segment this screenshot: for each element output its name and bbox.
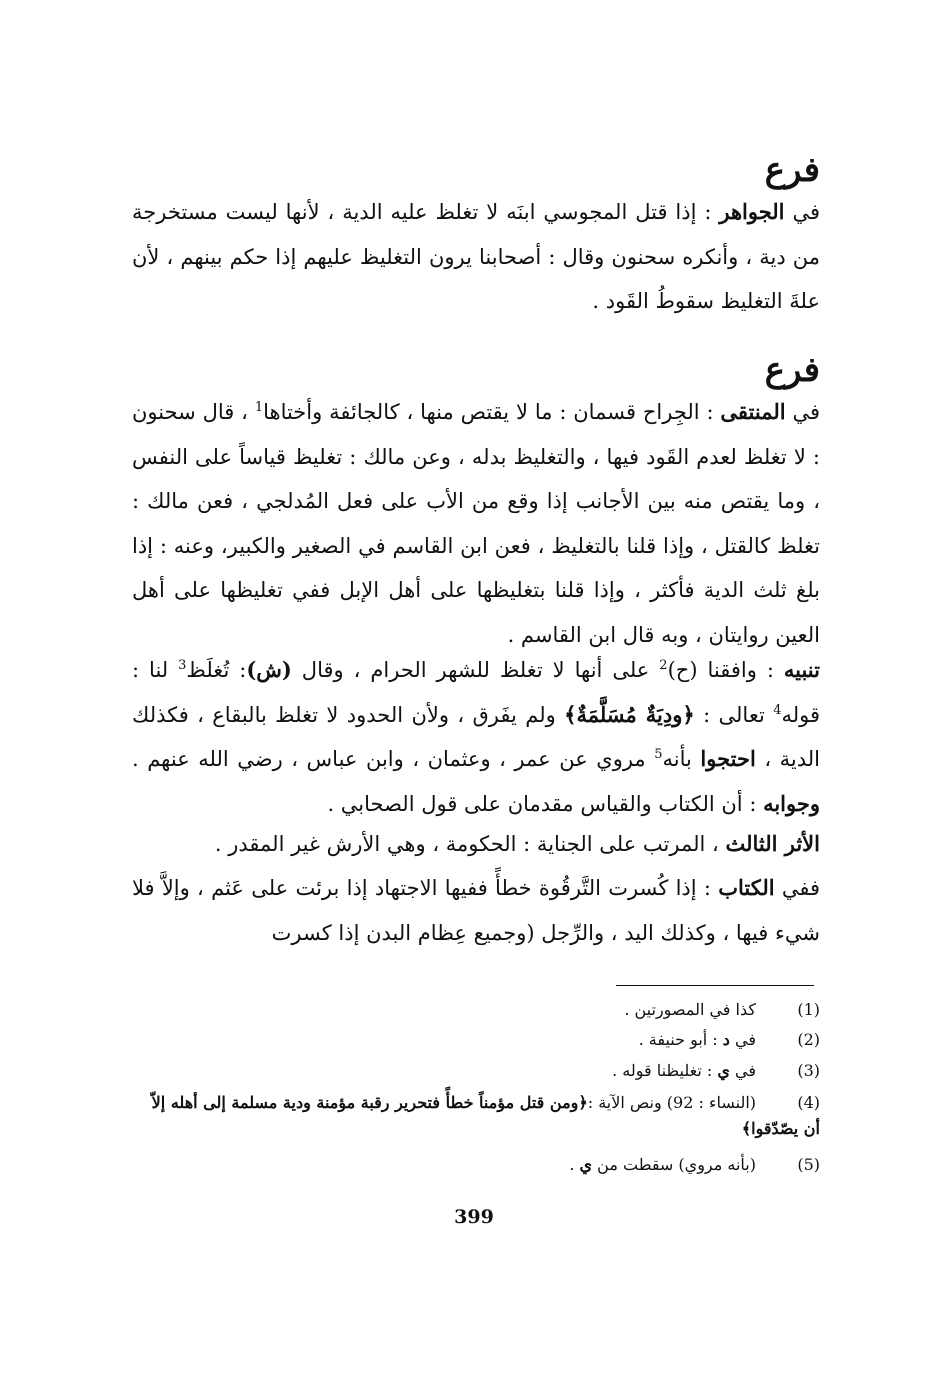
footnote-text: (بأنه مروي) سقطت من — [592, 1155, 756, 1174]
footnote-text: . — [569, 1155, 580, 1174]
page-number: 399 — [454, 1206, 494, 1228]
footnote-divider — [616, 985, 814, 986]
footnote-2 — [132, 1027, 820, 1053]
footnote-number: (2) — [797, 1030, 820, 1049]
footnote-text: في — [729, 1030, 756, 1049]
footnote-text: في — [729, 1061, 756, 1080]
abbrev-shafii: (ش) — [246, 657, 292, 682]
text-run: في — [785, 400, 820, 424]
footnote-text: (النساء : 92) ونص الآية : — [587, 1093, 756, 1112]
source-name-muntaqa: المنتقى — [720, 399, 786, 424]
footnote-ref-4: 4 — [773, 702, 782, 718]
text-run: في — [784, 200, 820, 224]
manuscript-siglum: ي — [579, 1155, 593, 1174]
text-run: : وافقنا (ح) — [667, 658, 784, 682]
text-run: لنا : قوله — [132, 658, 821, 727]
footnote-ref-1: 1 — [254, 400, 264, 415]
text-run: : تُغلَظ — [186, 658, 247, 682]
text-run: ، قال سحنون : لا تغلظ لعدم القَود فيها ، والتغليظ بدله ، وعن مالك : تغليظ قياساً على النفس ، وما يقتص منه بين الأجانب إذا وقع من الأب على فعل المُدلجي ، فعن مالك : تغلظ كالقتل ، وإذا قلنا بالتغليظ ، فعن ابن القاسم في الصغير والكبير، وعنه : إذا بلغ ثلث الدية فأكثر ، وإذا قلنا بتغليظها على أهل الإبل ففي تغليظها على أهل العين روايتان ، وبه قال ابن القاسم . — [132, 400, 820, 647]
answer-label: وجوابه — [763, 790, 820, 816]
note-paragraph — [132, 648, 820, 826]
quran-verse: ﴿ودِيَةٌ مُسَلَّمَةٌ﴾ — [564, 701, 695, 727]
footnote-ref-3: 3 — [178, 658, 187, 673]
manuscript-siglum: ي — [717, 1061, 730, 1080]
branch-paragraph-2 — [132, 390, 820, 657]
branch-paragraph-1 — [132, 190, 820, 324]
source-name-kitab: الكتاب — [718, 875, 775, 900]
footnote-5 — [132, 1152, 820, 1178]
footnote-4 — [132, 1090, 820, 1142]
text-run: : إذا كُسرت التَّرقُوة خطأً ففيها الاجتهاد إذا برئت على عَثم ، وإلاَّ فلا شيء فيها ، وكذلك اليد ، والرِّجل (وجميع عِظام البدن إذا كسرت — [132, 876, 820, 945]
text-run: بأنه — [662, 747, 701, 771]
footnote-text: كذا في المصورتين . — [624, 1000, 756, 1019]
argument-label: احتجوا — [700, 746, 756, 771]
footnote-ref-5: 5 — [654, 747, 663, 762]
footnote-text: : تغليظنا قوله . — [612, 1061, 718, 1080]
footnote-number: (4) — [797, 1093, 820, 1112]
book-paragraph — [132, 866, 820, 955]
footnote-number: (1) — [797, 1000, 820, 1019]
source-name-jawahir: الجواهر — [719, 199, 785, 224]
text-run: على أنها لا تغلظ للشهر الحرام ، وقال — [291, 658, 660, 682]
footnote-ref-2: 2 — [659, 658, 668, 673]
manuscript-siglum: د — [722, 1030, 730, 1049]
text-run: مروي عن عمر ، وعثمان ، وابن عباس ، رضي الله عنهم . — [132, 747, 655, 771]
branch-heading-1: فرع — [764, 150, 820, 190]
section-label: الأثر الثالث — [725, 831, 820, 856]
text-run: : الجِراح قسمان : ما لا يقتص منها ، كالجائفة وأختاها — [263, 400, 721, 424]
footnote-3 — [132, 1058, 820, 1084]
footnote-number: (5) — [797, 1155, 820, 1174]
text-run: : إذا قتل المجوسي ابنَه لا تغلظ عليه الدية ، لأنها ليست مستخرجة من دية ، وأنكره سحنون وقال : أصحابنا يرون التغليظ عليهم إذا حكم بينهم ، لأن علةَ التغليظ سقوطُ القَود . — [132, 200, 820, 313]
quran-verse: ﴿ومن قتل مؤمناً خطأً فتحرير رقبة مؤمنة ودية مسلمة إلى أهله إلاّ أن يصّدّقوا﴾ — [151, 1093, 820, 1138]
text-run: تعالى : — [694, 702, 774, 727]
footnote-text: : أبو حنيفة . — [638, 1030, 723, 1049]
text-run: ولم يفَرق ، ولأن الحدود لا تغلظ بالبقاع ، فكذلك الدية ، — [132, 702, 820, 771]
text-run: : أن الكتاب والقياس مقدمان على قول الصحابي . — [327, 791, 764, 816]
note-label: تنبيه — [783, 657, 820, 682]
text-run: ، المرتب على الجناية : الحكومة ، وهي الأرش غير المقدر . — [214, 832, 726, 856]
branch-heading-2: فرع — [764, 350, 820, 390]
text-run: ففي — [774, 876, 820, 900]
third-effect-paragraph — [132, 822, 820, 867]
footnote-1 — [132, 997, 820, 1023]
footnote-number: (3) — [797, 1061, 820, 1080]
